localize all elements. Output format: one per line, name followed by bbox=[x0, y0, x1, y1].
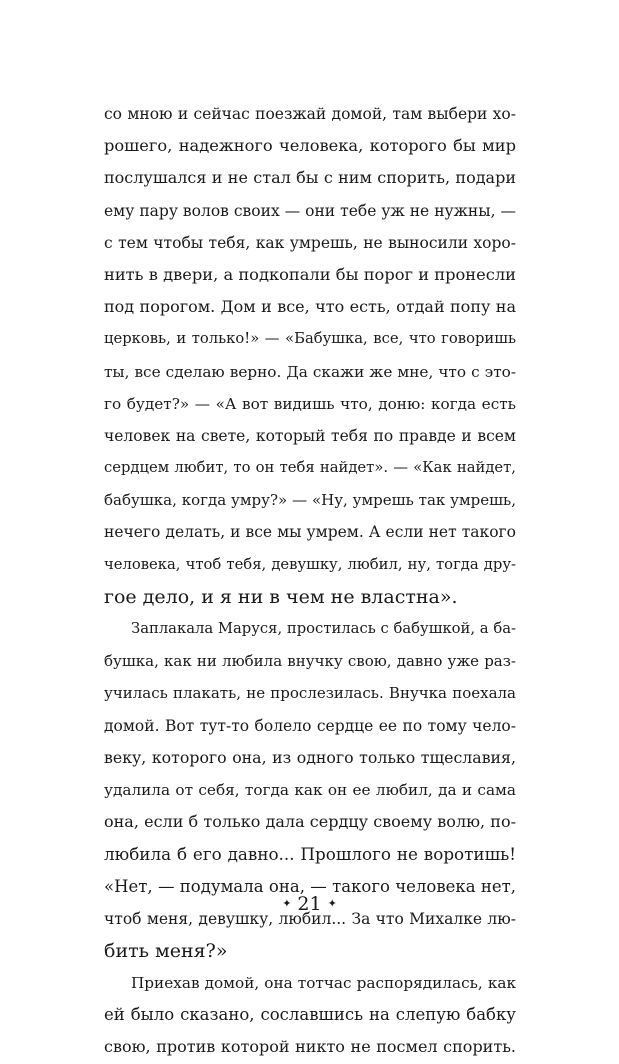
text-line: нить в двери, а подкопали бы порог и пронесли bbox=[104, 264, 516, 284]
page-number-footer bbox=[0, 892, 619, 916]
text-line: веку, которого она, из одного только тщеславия, bbox=[104, 747, 516, 767]
text-line: сердцем любит, то он тебя найдет». — «Как найдет, bbox=[104, 459, 516, 477]
paragraph bbox=[104, 98, 516, 613]
text-line: человека, чтоб тебя, девушку, любил, ну, тогда дру- bbox=[104, 555, 516, 573]
text-line: бабушка, когда умру?» — «Ну, умрешь так умрешь, bbox=[104, 491, 516, 510]
text-line: со мною и сейчас поезжай домой, там выбери хо- bbox=[104, 105, 516, 123]
text-line: человек на свете, который тебя по правде и всем bbox=[104, 426, 516, 445]
text-line: гое дело, и я ни в чем не властна». bbox=[104, 585, 458, 608]
text-line: с тем чтобы тебя, как умрешь, не выносили хоро- bbox=[104, 233, 516, 252]
star-ornament-icon: ✦ bbox=[282, 897, 292, 910]
text-line: домой. Вот тут-то болело сердце ее по тому чело- bbox=[104, 716, 516, 735]
text-line: нечего делать, и все мы умрем. А если нет такого bbox=[104, 523, 516, 542]
text-line: чтоб меня, девушку, любил... За что Михалке лю- bbox=[104, 909, 516, 928]
star-ornament-icon: ✦ bbox=[327, 897, 337, 910]
text-line: бушка, как ни любила внучку свою, давно уже раз- bbox=[104, 652, 516, 671]
paragraph bbox=[104, 967, 516, 1064]
text-line: Заплакала Маруся, простилась с бабушкой, а ба- bbox=[131, 620, 516, 637]
page-number: 21 bbox=[297, 893, 322, 915]
text-line: го будет?» — «А вот видишь что, доню: когда есть bbox=[104, 394, 516, 413]
text-line: церковь, и только!» — «Бабушка, все, что говоришь bbox=[104, 330, 516, 348]
text-line: любила б его давно... Прошлого не воротишь! bbox=[104, 844, 516, 865]
text-line: училась плакать, не прослезилась. Внучка поехала bbox=[104, 684, 516, 703]
text-line: «Нет, — подумала она, — такого человека нет, bbox=[104, 876, 516, 896]
text-line: рошего, надежного человека, которого бы мир bbox=[104, 136, 516, 156]
text-line: ей было сказано, сославшись на слепую бабку bbox=[104, 1005, 516, 1025]
text-line: она, если б только дала сердцу своему волю, по- bbox=[104, 812, 516, 832]
text-line: свою, против которой никто не посмел спорить. bbox=[104, 1037, 516, 1057]
text-line: удалила от себя, тогда как он ее любил, да и сама bbox=[104, 780, 516, 799]
text-line: послушался и не стал бы с ним спорить, подари bbox=[104, 168, 516, 188]
text-line: под порогом. Дом и все, что есть, отдай попу на bbox=[104, 297, 516, 317]
page-body bbox=[104, 98, 516, 1064]
text-line: ты, все сделаю верно. Да скажи же мне, что с это- bbox=[104, 362, 516, 381]
text-line: бить меня?» bbox=[104, 939, 228, 962]
text-line: Приехав домой, она тотчас распорядилась, как bbox=[131, 974, 516, 993]
text-line: ему пару волов своих — они тебе уж не нужны, — bbox=[104, 201, 516, 220]
